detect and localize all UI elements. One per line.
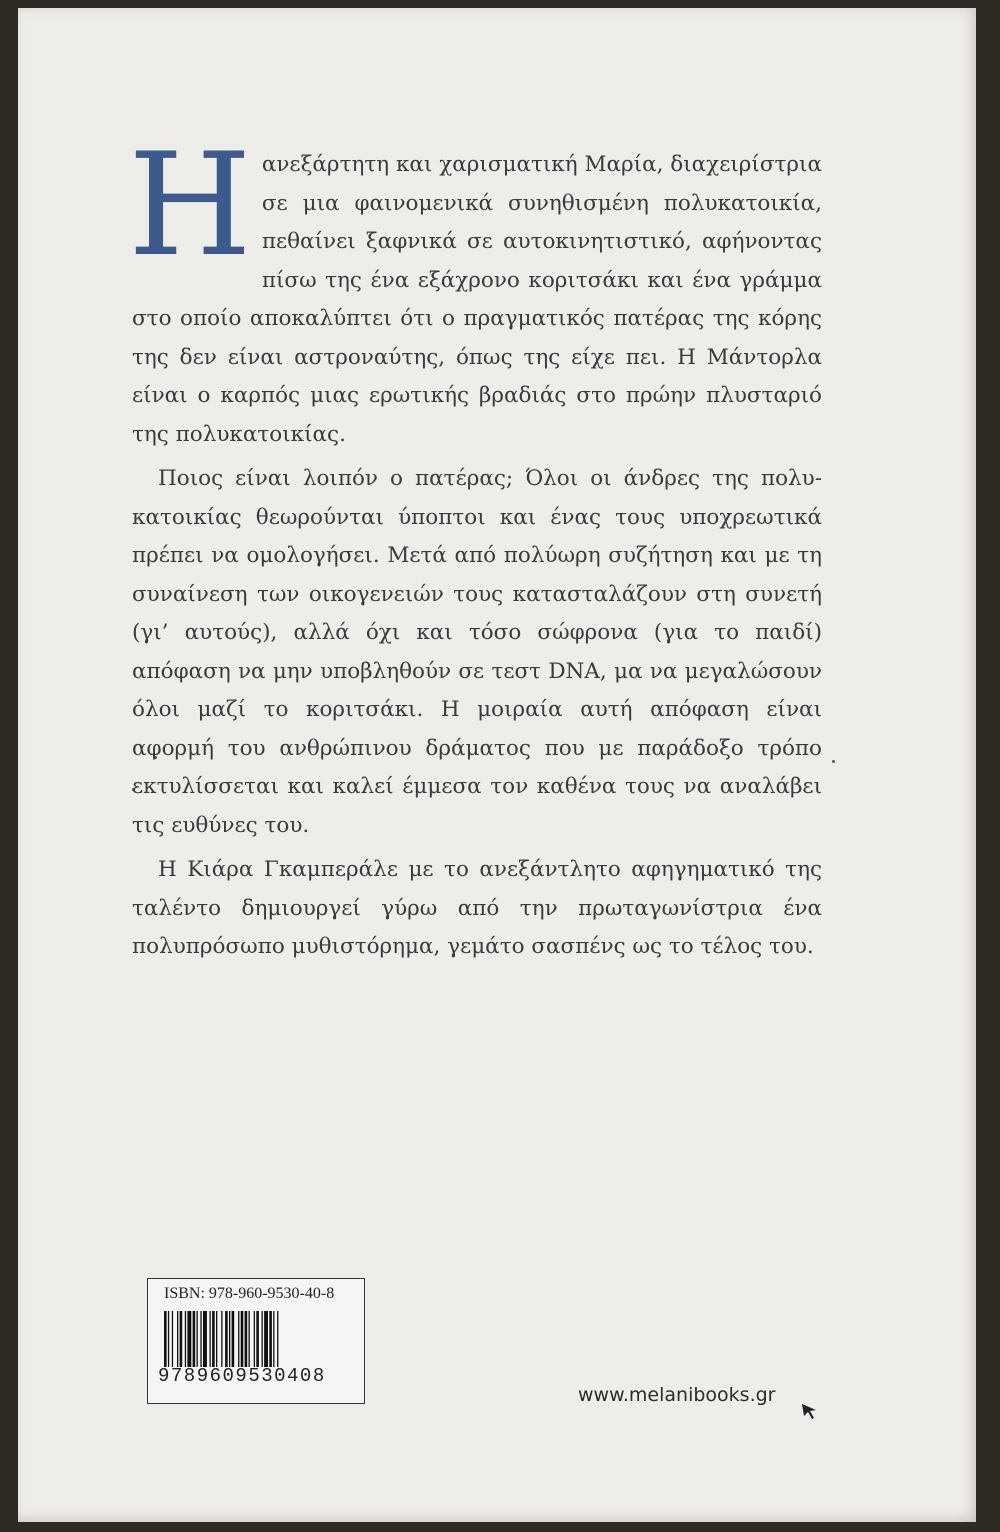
- arrow-mark-icon: [800, 1402, 820, 1420]
- barcode-bar: [225, 1311, 228, 1367]
- barcode-bar: [203, 1311, 207, 1367]
- barcode-bar: [249, 1311, 250, 1367]
- barcode-bar: [187, 1311, 191, 1367]
- blurb-paragraph-3: Η Κιάρα Γκαμπεράλε με το ανεξάντλητο αφηγηματικό της ταλέντο δημιουργεί γύρω από την πρωταγωνίστρια ένα πολυπρόσωπο μυθιστόρημα, γεμάτο σασπένς ως το τέλος του.: [132, 857, 822, 959]
- barcode-bar: [168, 1311, 169, 1367]
- barcode-bar: [254, 1311, 255, 1367]
- isbn-label: ISBN: 978-960-9530-40-8: [164, 1285, 335, 1302]
- barcode-bar: [172, 1311, 173, 1367]
- barcode-bar: [245, 1311, 248, 1367]
- barcode-bar: [229, 1311, 230, 1367]
- blurb-paragraph-1-text: ανεξάρτητη και χαρισματική Μαρία, διαχειρίστρια σε μια φαινομενικά συνηθισμένη πολυκατοικία, πεθαίνει ξαφνικά σε αυτοκινητιστικό, αφήνοντας πίσω της ένα εξάχρονο κοριτσάκι και ένα γράμμα στο οποίο αποκαλύπτει ότι ο πραγματικός πατέρας της κόρης της δεν είναι αστροναύτης, όπως της είχε πει. Η Μάντορλα είναι ο καρπός μιας ερωτικής βραδιάς στο πρώην πλυσταριό της πολυκατοικίας.: [132, 152, 822, 447]
- barcode-bar: [200, 1311, 201, 1367]
- barcode-bar: [238, 1311, 239, 1367]
- blurb-paragraph-2: Ποιος είναι λοιπόν ο πατέρας; Όλοι οι άνδρες της πολυκατοικίας θεωρούνται ύποπτοι και ένας τους υποχρεωτικά πρέπει να ομολογήσει. Μετά από πολύωρη συζήτηση και με τη συναίνεση των οικογενειών τους κατασταλάζουν στη συνετή (γι’ αυτούς), αλλά όχι και τόσο σώφρονα (για το παιδί) απόφαση να μην υποβληθούν σε τεστ DNA, μα να μεγαλώσουν όλοι μαζί το κοριτσάκι. Η μοιραία αυτή απόφαση είναι αφορμή του ανθρώπινου δράματος που με παράδοξο τρόπο εκτυλίσσεται και καλεί έμμεσα τον καθένα τους να αναλάβει τις ευθύνες του.: [132, 466, 822, 838]
- isbn-barcode-box: [147, 1278, 365, 1404]
- barcode-bar: [256, 1311, 259, 1367]
- barcode-digits: 9789609530408: [158, 1365, 326, 1387]
- barcode-bar: [262, 1311, 263, 1367]
- barcode-bar: [273, 1311, 274, 1367]
- barcode-bar: [185, 1311, 186, 1367]
- blurb-paragraph-1: [128, 123, 822, 454]
- barcode-bar: [241, 1311, 244, 1367]
- barcode-bar: [180, 1311, 183, 1367]
- barcode-bar: [216, 1311, 217, 1367]
- barcode-bar: [212, 1311, 215, 1367]
- barcode-bar: [221, 1311, 222, 1367]
- drop-cap: Η: [128, 123, 252, 288]
- paper-speck: [832, 760, 835, 763]
- barcode: [164, 1311, 350, 1367]
- barcode-bar: [264, 1311, 268, 1367]
- barcode-bar: [269, 1311, 272, 1367]
- barcode-bar: [277, 1311, 278, 1367]
- blurb-text: [128, 123, 822, 973]
- barcode-bar: [193, 1311, 196, 1367]
- barcode-bar: [197, 1311, 198, 1367]
- barcode-bar: [164, 1311, 167, 1367]
- publisher-website: www.melanibooks.gr: [578, 1384, 776, 1406]
- barcode-bar: [210, 1311, 211, 1367]
- barcode-bar: [232, 1311, 235, 1367]
- barcode-bar: [177, 1311, 178, 1367]
